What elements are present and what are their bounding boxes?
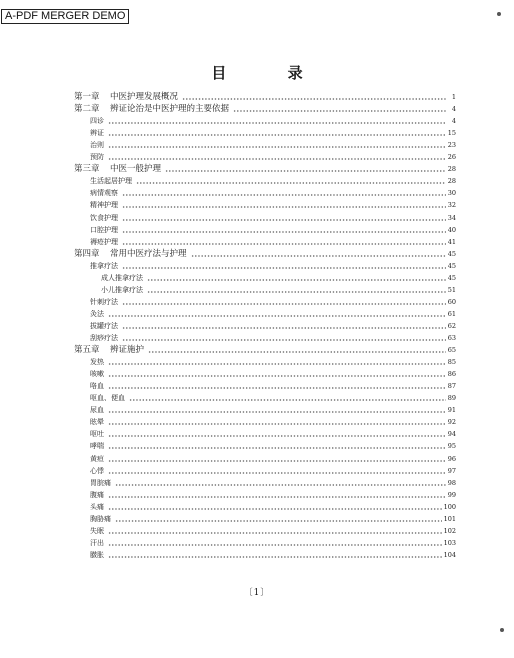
toc-page-number: 1 <box>451 93 456 101</box>
dot-leader <box>122 231 446 233</box>
toc-section-entry[interactable] <box>90 464 456 476</box>
dot-leader <box>122 194 446 196</box>
toc-entry-title: 病情观察 <box>90 189 118 198</box>
toc-entry-title: 失眠 <box>90 526 104 535</box>
toc-entry-title: 中医一般护理 <box>110 164 162 175</box>
toc-chapter-entry[interactable] <box>74 247 456 259</box>
toc-section-entry[interactable] <box>90 174 456 186</box>
toc-page-number: 104 <box>443 550 456 559</box>
toc-page-number: 34 <box>447 213 456 222</box>
dot-leader <box>122 267 446 269</box>
chapter-number: 第四章 <box>74 248 100 259</box>
toc-page-number: 23 <box>447 141 456 150</box>
dot-leader <box>108 146 446 148</box>
dot-leader <box>108 556 442 558</box>
dot-leader <box>115 520 442 522</box>
toc-page-number: 85 <box>447 358 456 367</box>
dot-leader <box>136 182 446 184</box>
dot-leader <box>108 158 446 160</box>
toc-page-number: 28 <box>447 165 456 174</box>
dot-leader <box>129 399 446 401</box>
toc-entry-title: 预防 <box>90 153 104 162</box>
toc-entry-title: 头痛 <box>90 502 104 511</box>
dot-leader <box>165 170 446 172</box>
toc-entry-title: 推拿疗法 <box>90 261 118 270</box>
toc-entry-title: 辨证论治是中医护理的主要依据 <box>110 104 230 115</box>
toc-page-number: 99 <box>447 490 456 499</box>
toc-entry-label <box>90 455 106 464</box>
toc-entry-label <box>90 503 106 512</box>
dot-leader <box>108 508 442 510</box>
dot-leader <box>108 496 446 498</box>
page-number: 〔1〕 <box>243 588 271 598</box>
toc-page-number: 62 <box>447 321 456 330</box>
toc-entry-title: 精神护理 <box>90 201 118 210</box>
toc-page-number: 95 <box>447 442 456 451</box>
toc-entry-title: 拔罐疗法 <box>90 321 118 330</box>
toc-page-number: 60 <box>447 297 456 306</box>
toc-entry-label <box>90 394 127 403</box>
toc-page-number: 98 <box>447 478 456 487</box>
toc-entry-title: 常用中医疗法与护理 <box>110 248 187 259</box>
toc-page-number: 4 <box>451 105 456 114</box>
toc-entry-label <box>90 382 106 391</box>
chapter-number: 第一章 <box>74 92 100 102</box>
dot-leader <box>191 255 446 257</box>
toc-entry-title: 咯血 <box>90 382 104 391</box>
toc-section-entry[interactable] <box>90 331 456 343</box>
toc-section-entry[interactable] <box>90 403 456 415</box>
toc-entry-title: 褥疮护理 <box>90 237 118 246</box>
toc-section-entry[interactable] <box>90 150 456 162</box>
toc-entry-label <box>90 406 106 415</box>
toc-entry-label <box>90 539 106 548</box>
toc-entry-title: 灸法 <box>90 309 104 318</box>
watermark-label: A-PDF MERGER DEMO <box>1 9 129 24</box>
toc-page-number: 30 <box>447 189 456 198</box>
dot-leader <box>108 423 446 425</box>
toc-entry-label <box>74 93 180 102</box>
toc-page-number: 65 <box>447 346 456 355</box>
dot-leader <box>108 435 446 437</box>
toc-entry-title: 臌胀 <box>90 550 104 559</box>
toc-page-number: 41 <box>447 237 456 246</box>
toc-entry-title: 咳嗽 <box>90 370 104 379</box>
toc-page-number: 51 <box>447 285 456 294</box>
toc-entry-title: 辨证 <box>90 129 104 138</box>
toc-section-entry[interactable] <box>90 114 456 126</box>
toc-page-number: 100 <box>443 502 456 511</box>
toc-section-entry[interactable] <box>90 355 456 367</box>
toc-entry-label <box>90 442 106 451</box>
toc-section-entry[interactable] <box>101 283 456 295</box>
toc-entry-title: 尿血 <box>90 406 104 415</box>
toc-entry-label <box>90 226 120 235</box>
toc-section-entry[interactable] <box>90 439 456 451</box>
toc-section-entry[interactable] <box>90 367 456 379</box>
toc-section-entry[interactable] <box>90 186 456 198</box>
toc-page-number: 101 <box>443 514 456 523</box>
toc-section-entry[interactable] <box>90 295 456 307</box>
toc-section-entry[interactable] <box>90 126 456 138</box>
dot-leader <box>108 387 446 389</box>
toc-entry-title: 黄疸 <box>90 454 104 463</box>
toc-page-number: 4 <box>451 117 456 126</box>
toc-entry-title: 中医护理发展概况 <box>110 92 179 102</box>
toc-section-entry[interactable] <box>90 211 456 223</box>
toc-entry-label <box>90 262 120 271</box>
dot-leader <box>182 98 446 100</box>
dot-leader <box>147 279 446 281</box>
toc-entry-label <box>90 201 120 210</box>
toc-page-number: 103 <box>443 538 456 547</box>
toc-section-entry[interactable] <box>101 271 456 283</box>
toc-entry-title: 四诊 <box>90 117 104 126</box>
toc-entry-title: 胃脘痛 <box>90 478 111 487</box>
dot-leader <box>233 110 446 112</box>
toc-page-number: 40 <box>447 225 456 234</box>
toc-entry-label <box>74 105 231 114</box>
toc-entry-title: 治则 <box>90 141 104 150</box>
toc-section-entry[interactable] <box>90 536 456 548</box>
toc-entry-label <box>90 322 120 331</box>
toc-page-number: 86 <box>447 370 456 379</box>
toc-section-entry[interactable] <box>90 319 456 331</box>
toc-section-entry[interactable] <box>90 488 456 500</box>
toc-entry-label <box>74 346 146 355</box>
toc-entry-title: 成人推拿疗法 <box>101 273 143 282</box>
toc-section-entry[interactable] <box>90 379 456 391</box>
toc-section-entry[interactable] <box>90 524 456 536</box>
scan-speck <box>497 12 501 16</box>
toc-chapter-entry[interactable] <box>74 162 456 174</box>
dot-leader <box>122 243 446 245</box>
dot-leader <box>122 303 446 305</box>
toc-page-number: 63 <box>447 334 456 342</box>
toc-chapter-entry[interactable] <box>74 343 456 355</box>
toc-entry-label <box>90 467 106 476</box>
toc-entry-label <box>90 117 106 126</box>
toc-page-number: 97 <box>447 466 456 475</box>
toc-chapter-entry[interactable] <box>74 90 456 102</box>
toc-entry-label <box>90 430 106 439</box>
toc-entry-title: 刮痧疗法 <box>90 334 118 342</box>
toc-entry-title: 眩晕 <box>90 418 104 427</box>
dot-leader <box>115 484 446 486</box>
toc-entry-label <box>101 286 145 295</box>
page-title: 目 录 <box>211 64 331 82</box>
chapter-number: 第二章 <box>74 104 100 115</box>
toc-section-entry[interactable] <box>90 427 456 439</box>
toc-entry-label <box>90 153 106 162</box>
toc-entry-title: 心悸 <box>90 466 104 475</box>
dot-leader <box>122 219 446 221</box>
dot-leader <box>108 315 446 317</box>
toc-section-entry[interactable] <box>90 307 456 319</box>
toc-entry-title: 生活起居护理 <box>90 177 132 186</box>
dot-leader <box>108 544 442 546</box>
toc-entry-title: 针刺疗法 <box>90 297 118 306</box>
toc-entry-title: 胸胁痛 <box>90 514 111 523</box>
toc-entry-label <box>90 177 134 186</box>
scan-speck <box>500 628 504 632</box>
dot-leader <box>108 447 446 449</box>
dot-leader <box>108 363 446 365</box>
toc-entry-label <box>90 214 120 223</box>
toc-section-entry[interactable] <box>90 548 456 560</box>
chapter-number: 第三章 <box>74 164 100 175</box>
toc-entry-title: 呕吐 <box>90 430 104 439</box>
toc-entry-label <box>90 189 120 198</box>
toc-entry-title: 小儿推拿疗法 <box>101 285 143 294</box>
toc-entry-label <box>90 298 120 307</box>
toc-page-number: 26 <box>447 153 456 162</box>
toc-page-number: 91 <box>447 406 456 415</box>
toc-entry-label <box>90 310 106 319</box>
toc-entry-label <box>74 250 189 259</box>
toc-page-number: 32 <box>447 201 456 210</box>
toc-section-entry[interactable] <box>90 198 456 210</box>
toc-entry-label <box>90 238 120 247</box>
toc-page-number: 45 <box>447 273 456 282</box>
toc-page-number: 15 <box>447 129 456 138</box>
dot-leader <box>122 206 446 208</box>
toc-entry-title: 汗出 <box>90 538 104 547</box>
toc-page-number: 45 <box>447 261 456 270</box>
toc-page-number: 61 <box>447 309 456 318</box>
toc-page-number: 45 <box>447 249 456 258</box>
toc-entry-label <box>90 358 106 367</box>
dot-leader <box>108 411 446 413</box>
toc-section-entry[interactable] <box>90 476 456 488</box>
toc-entry-title: 口腔护理 <box>90 225 118 234</box>
toc-entry-title: 腹痛 <box>90 490 104 499</box>
toc-section-entry[interactable] <box>90 259 456 271</box>
dot-leader <box>108 532 442 534</box>
toc-page-number: 87 <box>447 382 456 391</box>
dot-leader <box>108 460 446 462</box>
toc-entry-label <box>90 129 106 138</box>
toc-section-entry[interactable] <box>90 512 456 524</box>
toc-entry-title: 哮喘 <box>90 442 104 451</box>
toc-page-number: 96 <box>447 454 456 463</box>
toc-entry-label <box>90 527 106 536</box>
toc-section-entry[interactable] <box>90 235 456 247</box>
toc-page-number: 28 <box>447 177 456 186</box>
dot-leader <box>148 351 446 353</box>
toc-page-number: 102 <box>443 526 456 535</box>
toc-entry-label <box>90 551 106 560</box>
dot-leader <box>108 472 446 474</box>
toc-entry-title: 发热 <box>90 358 104 367</box>
chapter-number: 第五章 <box>74 345 100 356</box>
dot-leader <box>122 339 446 341</box>
toc-entry-label <box>90 370 106 379</box>
toc-entry-title: 呕血、便血 <box>90 394 125 403</box>
toc-section-entry[interactable] <box>90 452 456 464</box>
toc-chapter-entry[interactable] <box>74 102 456 114</box>
dot-leader <box>108 134 446 136</box>
toc-section-entry[interactable] <box>90 138 456 150</box>
toc-entry-label <box>74 165 163 174</box>
toc-section-entry[interactable] <box>90 415 456 427</box>
toc-section-entry[interactable] <box>90 391 456 403</box>
toc-section-entry[interactable] <box>90 223 456 235</box>
toc-entry-label <box>90 479 113 488</box>
toc-page-number: 89 <box>447 394 456 403</box>
toc-entry-label <box>90 334 120 343</box>
toc-entry-label <box>90 515 113 524</box>
toc-entry-title: 饮食护理 <box>90 213 118 222</box>
toc-entry-label <box>90 491 106 500</box>
toc-page-number: 92 <box>447 418 456 427</box>
toc-entry-label <box>90 141 106 150</box>
toc-page-number: 94 <box>447 430 456 439</box>
toc-entry-label <box>101 274 145 283</box>
toc-entry-label <box>90 418 106 427</box>
dot-leader <box>108 122 446 124</box>
dot-leader <box>108 375 446 377</box>
dot-leader <box>147 291 446 293</box>
toc-entry-title: 辨证施护 <box>110 345 145 356</box>
toc-section-entry[interactable] <box>90 500 456 512</box>
dot-leader <box>122 327 446 329</box>
